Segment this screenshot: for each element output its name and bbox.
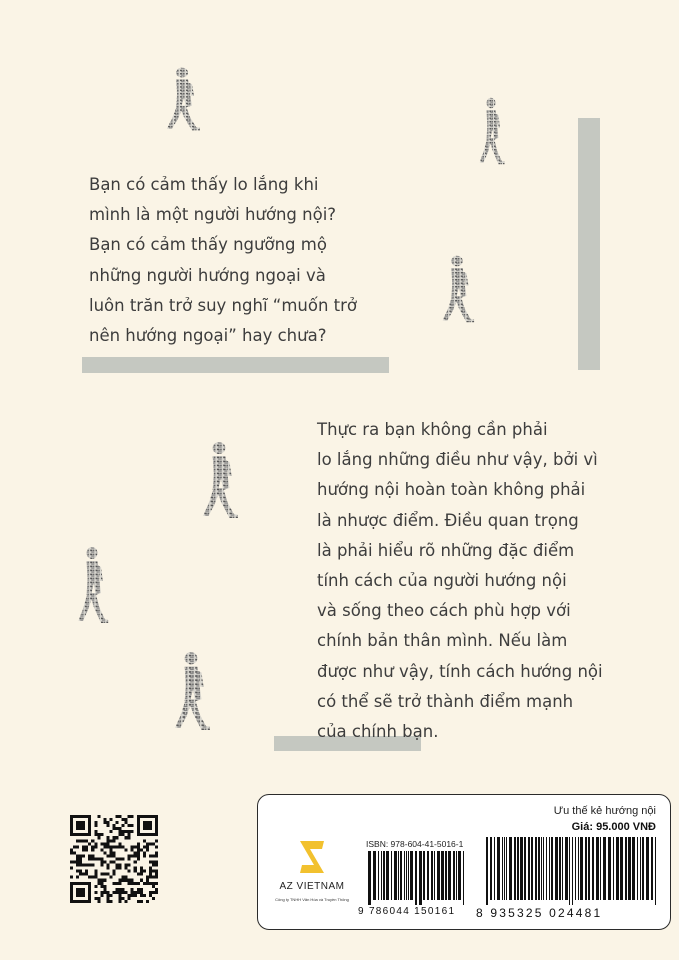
price-barcode-number: 8 935325 024481: [476, 906, 603, 920]
isbn-label: ISBN: 978-604-41-5016-1: [366, 839, 464, 849]
text-line: Bạn có cảm thấy lo lắng khi: [89, 175, 319, 194]
price-label: Giá: 95.000 VNĐ: [571, 821, 656, 833]
horizontal-bar-top: [82, 357, 389, 373]
text-line: có thể sẽ trở thành điểm mạnh: [317, 691, 574, 711]
text-line: của chính bạn.: [317, 722, 439, 742]
walking-person-icon: [74, 545, 110, 625]
walking-person-icon: [170, 650, 212, 732]
publisher-subtitle: Công ty TNHH Văn Hóa và Truyền Thông: [275, 897, 349, 902]
book-title: Ưu thế kẻ hướng nội: [553, 805, 656, 817]
vertical-bar: [578, 118, 600, 370]
text-line: lo lắng những điều như vậy, bởi vì: [317, 450, 598, 470]
price-barcode: [486, 837, 656, 905]
text-line: mình là một người hướng nội?: [89, 205, 337, 225]
publisher-name: AZ VIETNAM: [279, 881, 345, 892]
text-line: luôn trăn trở suy nghĩ “muốn trở: [89, 295, 358, 315]
isbn-barcode-number: 9 786044 150161: [358, 906, 456, 917]
text-line: tính cách của người hướng nội: [317, 571, 567, 591]
qr-code[interactable]: [70, 815, 158, 903]
walking-person-icon: [198, 440, 240, 520]
isbn-barcode: [368, 851, 466, 905]
body-paragraph: [317, 415, 603, 747]
text-line: được như vậy, tính cách hướng nội: [317, 661, 603, 681]
walking-person-icon: [162, 66, 202, 132]
text-line: là phải hiểu rõ những đặc điểm: [317, 540, 575, 560]
walking-person-icon: [476, 96, 506, 166]
text-line: chính bản thân mình. Nếu làm: [317, 631, 568, 651]
text-line: hướng nội hoàn toàn không phải: [317, 480, 586, 500]
text-line: Thực ra bạn không cần phải: [317, 420, 548, 439]
text-line: là nhược điểm. Điều quan trọng: [317, 510, 579, 530]
walking-person-icon: [438, 254, 476, 324]
text-line: nên hướng ngoại” hay chưa?: [89, 326, 327, 346]
barcode-panel: [257, 794, 671, 930]
text-line: Bạn có cảm thấy ngưỡng mộ: [89, 235, 327, 255]
text-line: những người hướng ngoại và: [89, 265, 326, 285]
intro-paragraph: [89, 170, 357, 351]
az-vietnam-logo: [272, 835, 352, 919]
text-line: và sống theo cách phù hợp với: [317, 601, 571, 621]
